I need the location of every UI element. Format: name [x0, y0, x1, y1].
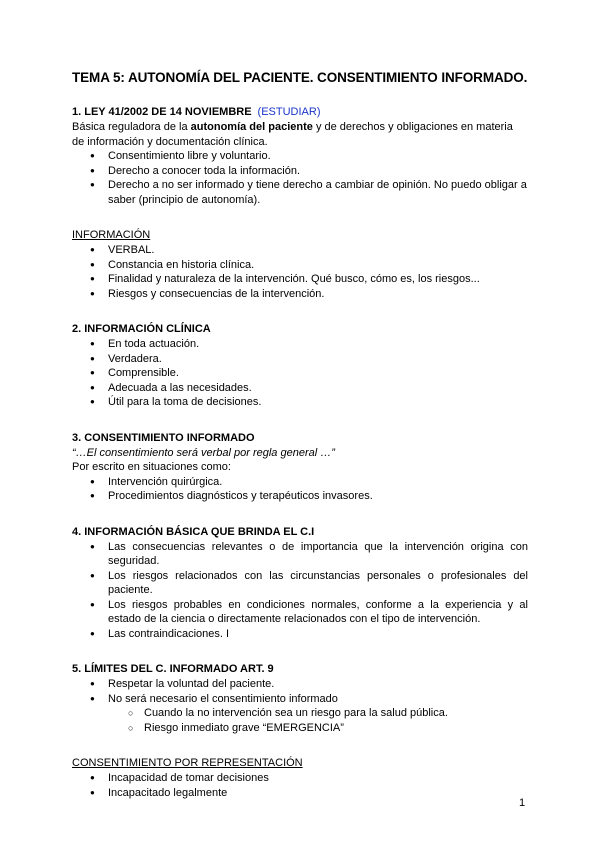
bullet-list: [72, 337, 528, 410]
section-informacion-basica: [72, 525, 528, 642]
section-ley-41-2002: [72, 105, 528, 207]
intro-text: Básica reguladora de la: [72, 121, 191, 133]
section-heading-underlined: CONSENTIMIENTO POR REPRESENTACIÓN: [72, 757, 303, 769]
list-item: ● Consentimiento libre y voluntario.: [108, 149, 528, 164]
section-informacion: [72, 228, 528, 301]
section-quote: “…El consentimiento será verbal por regla general …”: [72, 446, 335, 459]
list-item: ● Riesgos y consecuencias de la intervención.: [108, 287, 528, 302]
section-consentimiento-informado: [72, 431, 528, 504]
page-number: 1: [519, 797, 526, 809]
list-item: ● Los riesgos probables en condiciones normales, conforme a la experiencia y al estado de la ciencia o directamente relacionados con el tipo de intervención.: [108, 598, 528, 627]
section-intro: [72, 120, 528, 149]
list-item: ● Derecho a conocer toda la información.: [108, 164, 528, 179]
list-item: ● Útil para la toma de decisiones.: [108, 395, 528, 410]
list-item: ● Las contraindicaciones. I: [108, 627, 528, 642]
section-heading: 3. CONSENTIMIENTO INFORMADO: [72, 431, 255, 444]
document-body: [72, 70, 528, 813]
list-item: ● Los riesgos relacionados con las circunstancias personales o profesionales del paciente.: [108, 569, 528, 598]
sub-list-item: ○ Cuando la no intervención sea un riesgo para la salud pública.: [144, 706, 528, 721]
section-representacion: [72, 756, 528, 800]
section-limites: [72, 662, 528, 735]
list-item: ● En toda actuación.: [108, 337, 528, 352]
bullet-list: [72, 243, 528, 301]
list-item: ● Derecho a no ser informado y tiene derecho a cambiar de opinión. No puedo obligar a saber (principio de autonomía).: [108, 178, 528, 207]
list-item: ● Procedimientos diagnósticos y terapéuticos invasores.: [108, 489, 528, 504]
section-heading: 2. INFORMACIÓN CLÍNICA: [72, 323, 211, 335]
document-title: TEMA 5: AUTONOMÍA DEL PACIENTE. CONSENTIMIENTO INFORMADO.: [72, 70, 528, 85]
list-item-text: No será necesario el consentimiento informado: [108, 692, 338, 705]
list-item: ● Adecuada a las necesidades.: [108, 381, 528, 396]
list-item: [108, 692, 528, 736]
list-item: ● Intervención quirúrgica.: [108, 475, 528, 490]
list-item: ● Constancia en historia clínica.: [108, 258, 528, 273]
list-item: ● Incapacitado legalmente: [108, 786, 528, 801]
intro-bold-text: autonomía del paciente: [190, 121, 313, 133]
section-intro: Por escrito en situaciones como:: [72, 461, 231, 473]
section-informacion-clinica: [72, 322, 528, 410]
list-item: ● Verdadera.: [108, 352, 528, 367]
bullet-list: [72, 677, 528, 735]
intro-text-tail: y de derechos y obligaciones en materia de información y documentación clínica.: [72, 121, 513, 148]
sub-list-item: ○ Riesgo inmediato grave “EMERGENCIA”: [144, 721, 528, 736]
study-tag: (ESTUDIAR): [257, 106, 321, 118]
section-heading: [72, 105, 528, 120]
list-item: ● Finalidad y naturaleza de la intervención. Qué busco, cómo es, los riesgos...: [108, 272, 528, 287]
list-item: ● VERBAL.: [108, 243, 528, 258]
section-heading-underlined: INFORMACIÓN: [72, 229, 151, 241]
list-item: ● Respetar la voluntad del paciente.: [108, 677, 528, 692]
bullet-list: [72, 771, 528, 800]
bullet-list: [72, 149, 528, 207]
list-item: ● Incapacidad de tomar decisiones: [108, 771, 528, 786]
bullet-list: [72, 475, 528, 504]
heading-text: 1. LEY 41/2002 DE 14 NOVIEMBRE: [72, 106, 252, 118]
sub-bullet-list: [108, 706, 528, 735]
section-heading: 5. LÍMITES DEL C. INFORMADO ART. 9: [72, 663, 274, 675]
list-item: ● Comprensible.: [108, 366, 528, 381]
list-item: ● Las consecuencias relevantes o de importancia que la intervención origina con seguridad.: [108, 540, 528, 569]
section-heading: 4. INFORMACIÓN BÁSICA QUE BRINDA EL C.I: [72, 525, 315, 538]
bullet-list: [72, 540, 528, 642]
